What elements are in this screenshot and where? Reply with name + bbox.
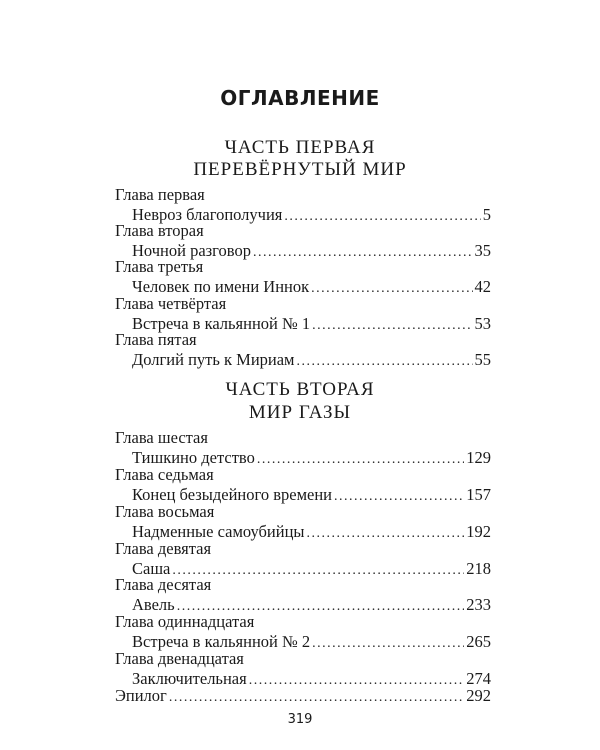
part-1-title-line2: ПЕРЕВЁРНУТЫЙ МИР xyxy=(193,159,407,180)
toc-entry xyxy=(115,294,491,334)
chapter-page: 157 xyxy=(466,485,491,504)
chapter-page: 42 xyxy=(474,277,491,296)
part-2-title-line2: МИР ГАЗЫ xyxy=(248,402,352,423)
toc-entry xyxy=(115,612,491,652)
chapter-title: Авель xyxy=(132,595,175,614)
epilogue-page: 292 xyxy=(466,686,491,705)
toc-entry xyxy=(115,428,491,468)
chapter-title: Конец безыдейного времени xyxy=(132,485,332,504)
toc-entry xyxy=(115,257,491,297)
chapter-label: Глава пятая xyxy=(115,330,197,349)
toc-entry xyxy=(115,502,491,542)
chapter-title: Невроз благополучия xyxy=(132,205,283,224)
chapter-label: Глава десятая xyxy=(115,575,212,594)
chapter-label: Глава двенадцатая xyxy=(115,649,244,668)
chapter-page: 53 xyxy=(474,314,491,333)
chapter-label: Глава девятая xyxy=(115,539,212,558)
toc-entry xyxy=(115,185,491,225)
toc-entry xyxy=(115,465,491,505)
chapter-title: Долгий путь к Мириам xyxy=(132,350,295,369)
leader-dots xyxy=(169,688,464,708)
chapter-page: 218 xyxy=(466,559,491,578)
chapter-page: 233 xyxy=(466,595,491,614)
chapter-page: 265 xyxy=(466,632,491,651)
toc-entry xyxy=(115,221,491,261)
chapter-label: Глава седьмая xyxy=(115,465,214,484)
chapter-title: Встреча в кальянной № 1 xyxy=(132,314,311,333)
chapter-title-row xyxy=(115,350,491,370)
chapter-page: 192 xyxy=(466,522,491,541)
chapter-page: 5 xyxy=(482,205,491,224)
chapter-page: 129 xyxy=(466,448,491,467)
toc-entry xyxy=(115,539,491,579)
chapter-title: Надменные самоубийцы xyxy=(132,522,305,541)
chapter-page: 274 xyxy=(466,669,491,688)
part-2-title-line1: ЧАСТЬ ВТОРАЯ xyxy=(225,379,375,400)
leader-dots xyxy=(297,352,473,372)
chapter-label: Глава одиннадцатая xyxy=(115,612,255,631)
chapter-label: Глава вторая xyxy=(115,221,204,240)
part-1-title-line1: ЧАСТЬ ПЕРВАЯ xyxy=(224,137,376,158)
chapter-page: 35 xyxy=(474,241,491,260)
chapter-label: Глава первая xyxy=(115,185,205,204)
chapter-title: Встреча в кальянной № 2 xyxy=(132,632,311,651)
chapter-title: Ночной разговор xyxy=(132,241,251,260)
toc-entry xyxy=(115,575,491,615)
chapter-title: Заключительная xyxy=(132,669,247,688)
chapter-label: Глава восьмая xyxy=(115,502,215,521)
chapter-title: Саша xyxy=(132,559,171,578)
chapter-title: Тишкино детство xyxy=(132,448,255,467)
chapter-label: Глава третья xyxy=(115,257,204,276)
toc-heading: ОГЛАВЛЕНИЕ xyxy=(220,86,380,110)
chapter-label: Глава шестая xyxy=(115,428,208,447)
epilogue-row xyxy=(115,686,491,706)
chapter-title: Человек по имени Иннок xyxy=(132,277,310,296)
page-number: 319 xyxy=(287,712,313,727)
toc-entry xyxy=(115,330,491,370)
chapter-page: 55 xyxy=(474,350,491,369)
toc-entry-epilogue xyxy=(115,686,491,706)
epilogue-title: Эпилог xyxy=(115,686,167,705)
toc-entry xyxy=(115,649,491,689)
chapter-label: Глава четвёртая xyxy=(115,294,227,313)
